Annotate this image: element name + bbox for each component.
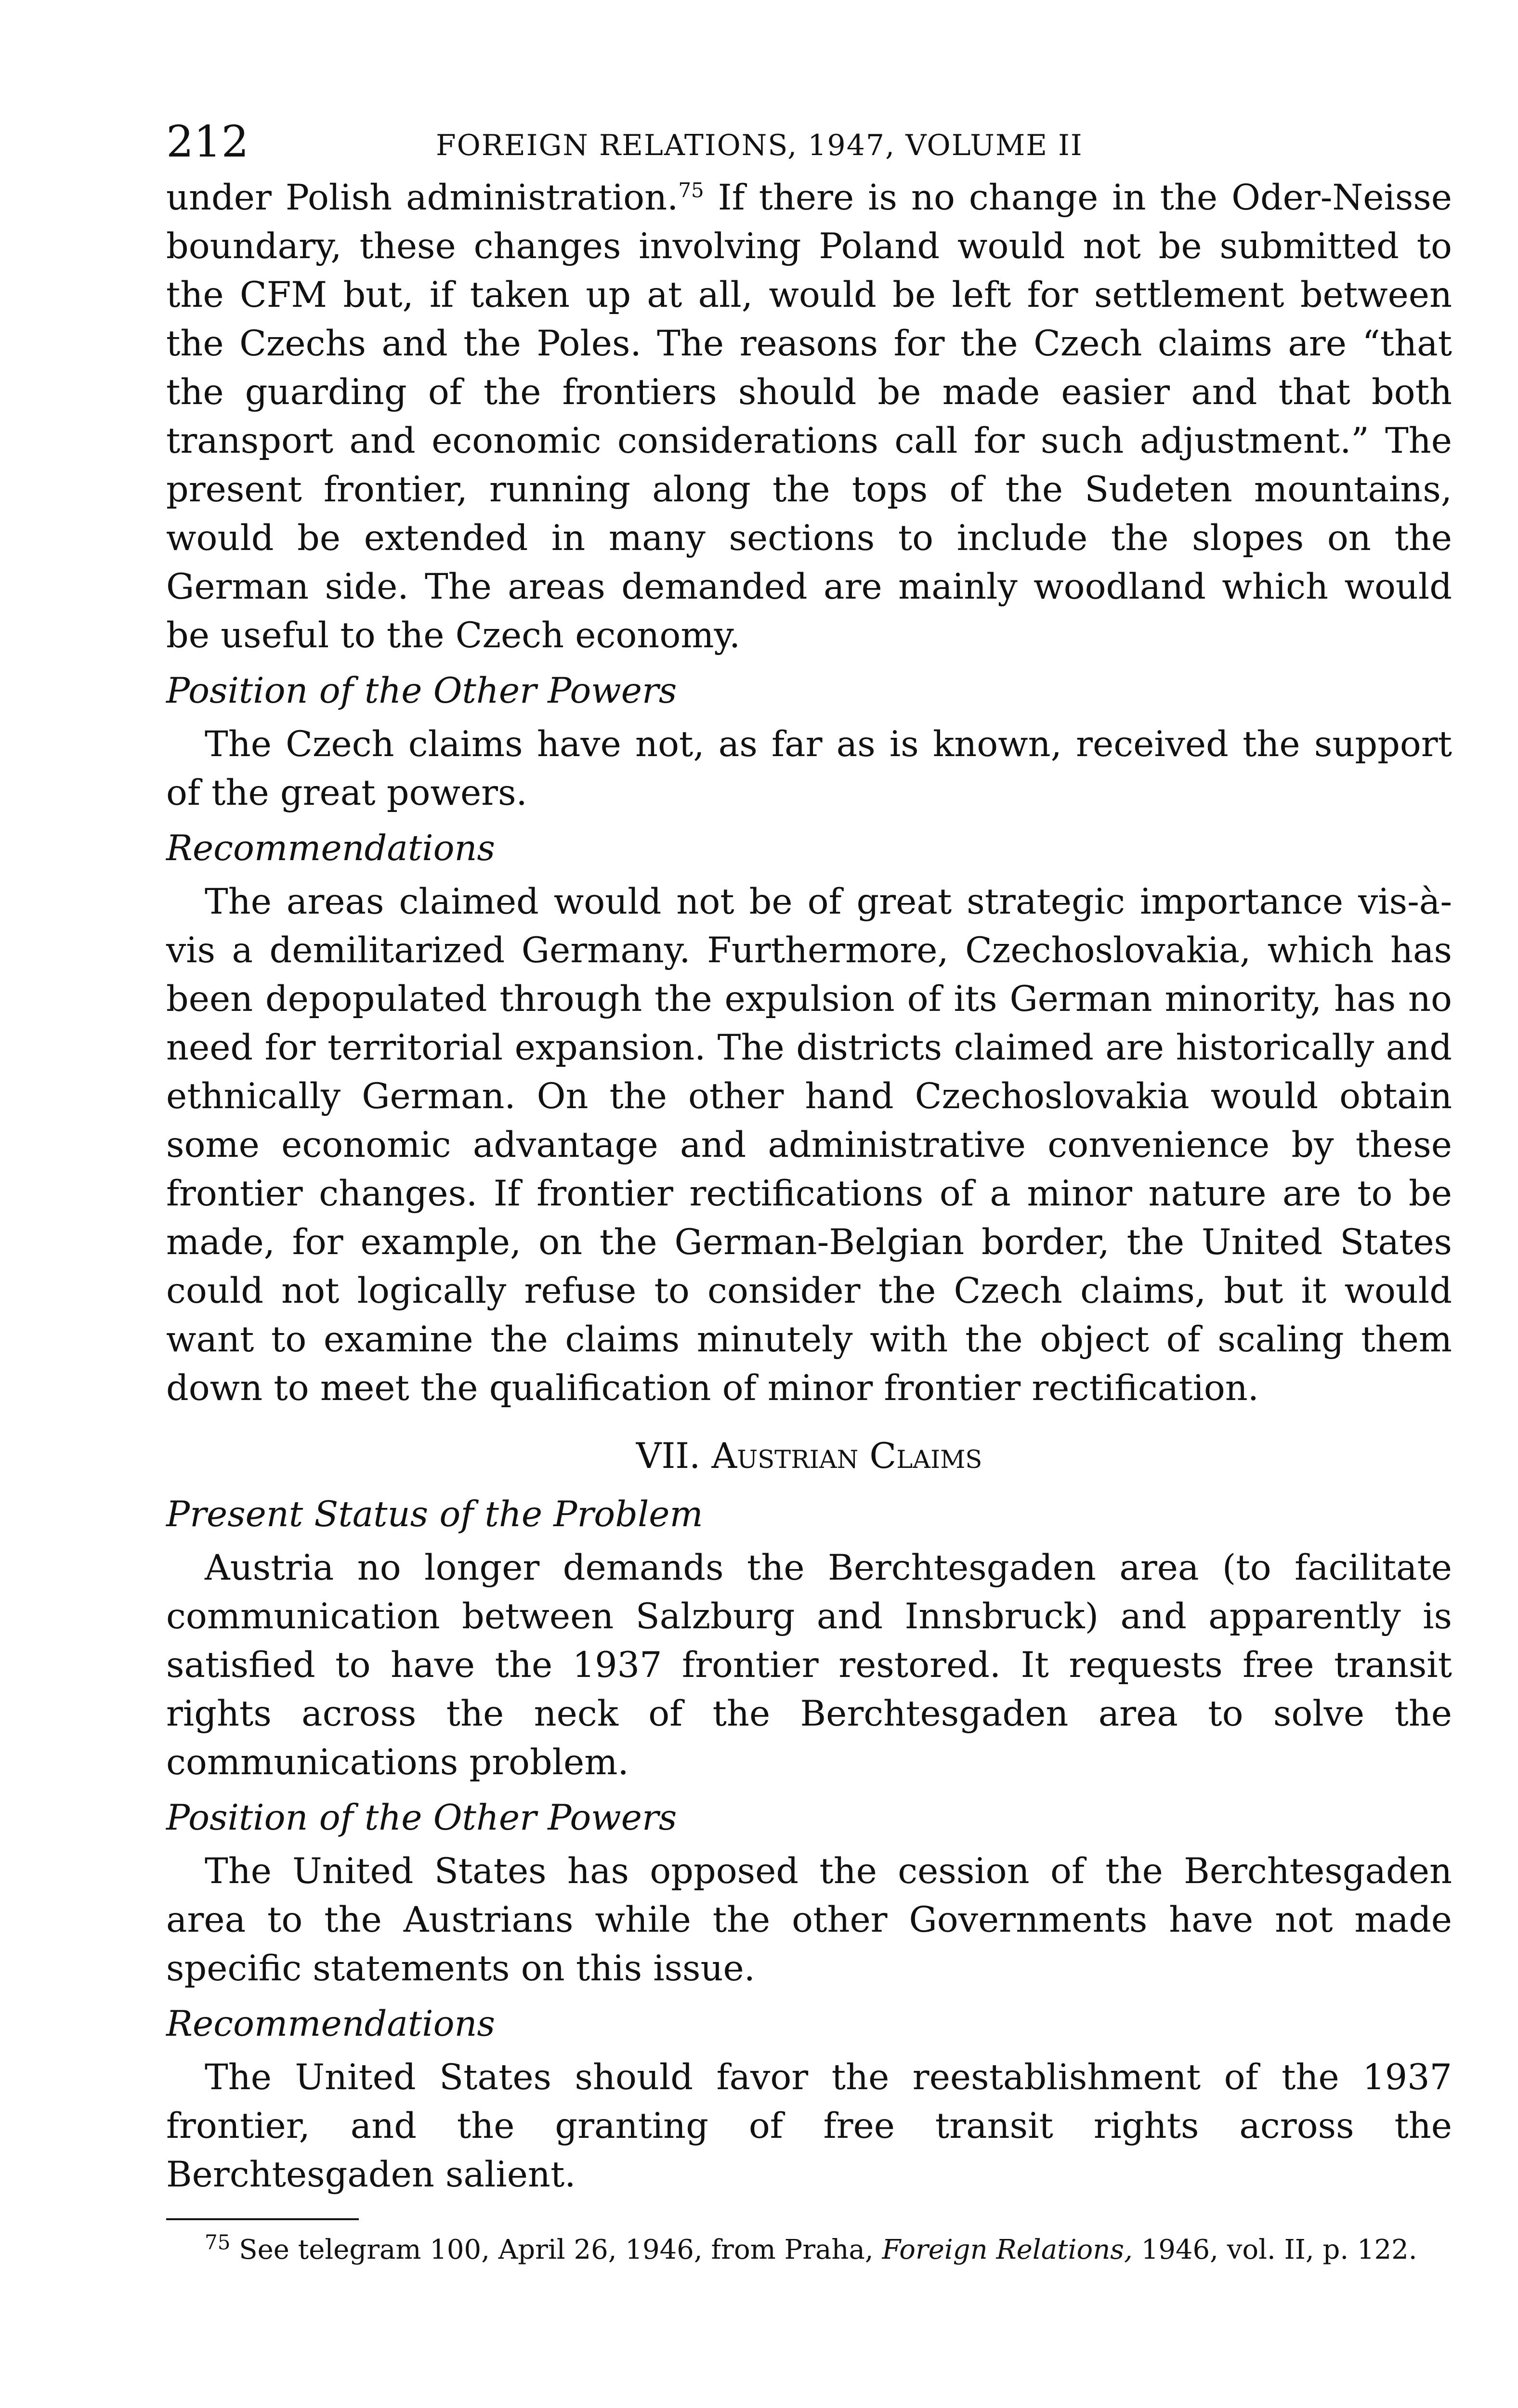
paragraph-text: under Polish administration. bbox=[166, 177, 679, 218]
footnote-mark: 75 bbox=[205, 2230, 231, 2254]
running-title: FOREIGN RELATIONS, 1947, VOLUME II bbox=[436, 129, 1083, 162]
paragraph: The Czech claims have not, as far as is known, received the support of the great powers. bbox=[166, 724, 1452, 813]
paragraph: The United States should favor the reestablishment of the 1937 frontier, and the granting of free transit rights across the Berchtesgaden salient. bbox=[166, 2057, 1452, 2195]
footnote bbox=[166, 2231, 1452, 2269]
page-number: 212 bbox=[166, 117, 249, 167]
subheading-recommendations: Recommendations bbox=[166, 2003, 496, 2044]
section-title-austrian-claims: VII. Austrian Claims bbox=[636, 1436, 982, 1477]
subheading-position-other-powers: Position of the Other Powers bbox=[166, 670, 677, 711]
document-page bbox=[166, 117, 1452, 2269]
paragraph-continuation bbox=[166, 173, 1452, 660]
paragraph: Austria no longer demands the Berchtesgaden area (to facilitate communication between Salzburg and Innsbruck) and apparently is satisfied to have the 1937 frontier restored. It requests free transit rights across the neck of the Berchtesgaden area to solve the communications problem. bbox=[166, 1547, 1452, 1783]
subheading-present-status: Present Status of the Problem bbox=[166, 1494, 703, 1535]
footnote-citation-title: Foreign Relations, bbox=[882, 2234, 1133, 2265]
paragraph: The areas claimed would not be of great strategic importance vis-à-vis a demilitarized Germany. Furthermore, Czechoslovakia, which has been depopulated through the expulsion of its German minority, has no need for territorial expansion. The districts claimed are historically and ethnically German. On the other hand Czechoslovakia would obtain some economic advantage and administrative convenience by these frontier changes. If frontier rectifications of a minor nature are to be made, for example, on the German-Belgian border, the United States could not logically refuse to consider the Czech claims, but it would want to examine the claims minutely with the object of scaling them down to meet the qualification of minor frontier rectification. bbox=[166, 881, 1452, 1409]
footnote-reference: 75 bbox=[678, 178, 704, 202]
running-header bbox=[166, 117, 1452, 173]
subheading-recommendations: Recommendations bbox=[166, 828, 496, 869]
subheading-position-other-powers: Position of the Other Powers bbox=[166, 1797, 677, 1838]
paragraph-text: If there is no change in the Oder-Neisse boundary, these changes involving Poland would not be submitted to the CFM but, if taken up at all, would be left for settlement between the Czechs and the Poles. The reasons for the Czech claims are “that the guarding of the frontiers should be made easier and that both transport and economic considerations call for such adjustment.” The present frontier, running along the tops of the Sudeten mountains, would be extended in many sections to include the slopes on the German side. The areas demanded are mainly woodland which would be useful to the Czech economy. bbox=[166, 177, 1452, 656]
footnote-divider bbox=[166, 2218, 359, 2220]
paragraph: The United States has opposed the cession of the Berchtesgaden area to the Austrians while the other Governments have not made specific statements on this issue. bbox=[166, 1851, 1452, 1989]
footnote-text: See telegram 100, April 26, 1946, from Praha, bbox=[230, 2234, 882, 2265]
footnote-text: 1946, vol. II, p. 122. bbox=[1132, 2234, 1417, 2265]
